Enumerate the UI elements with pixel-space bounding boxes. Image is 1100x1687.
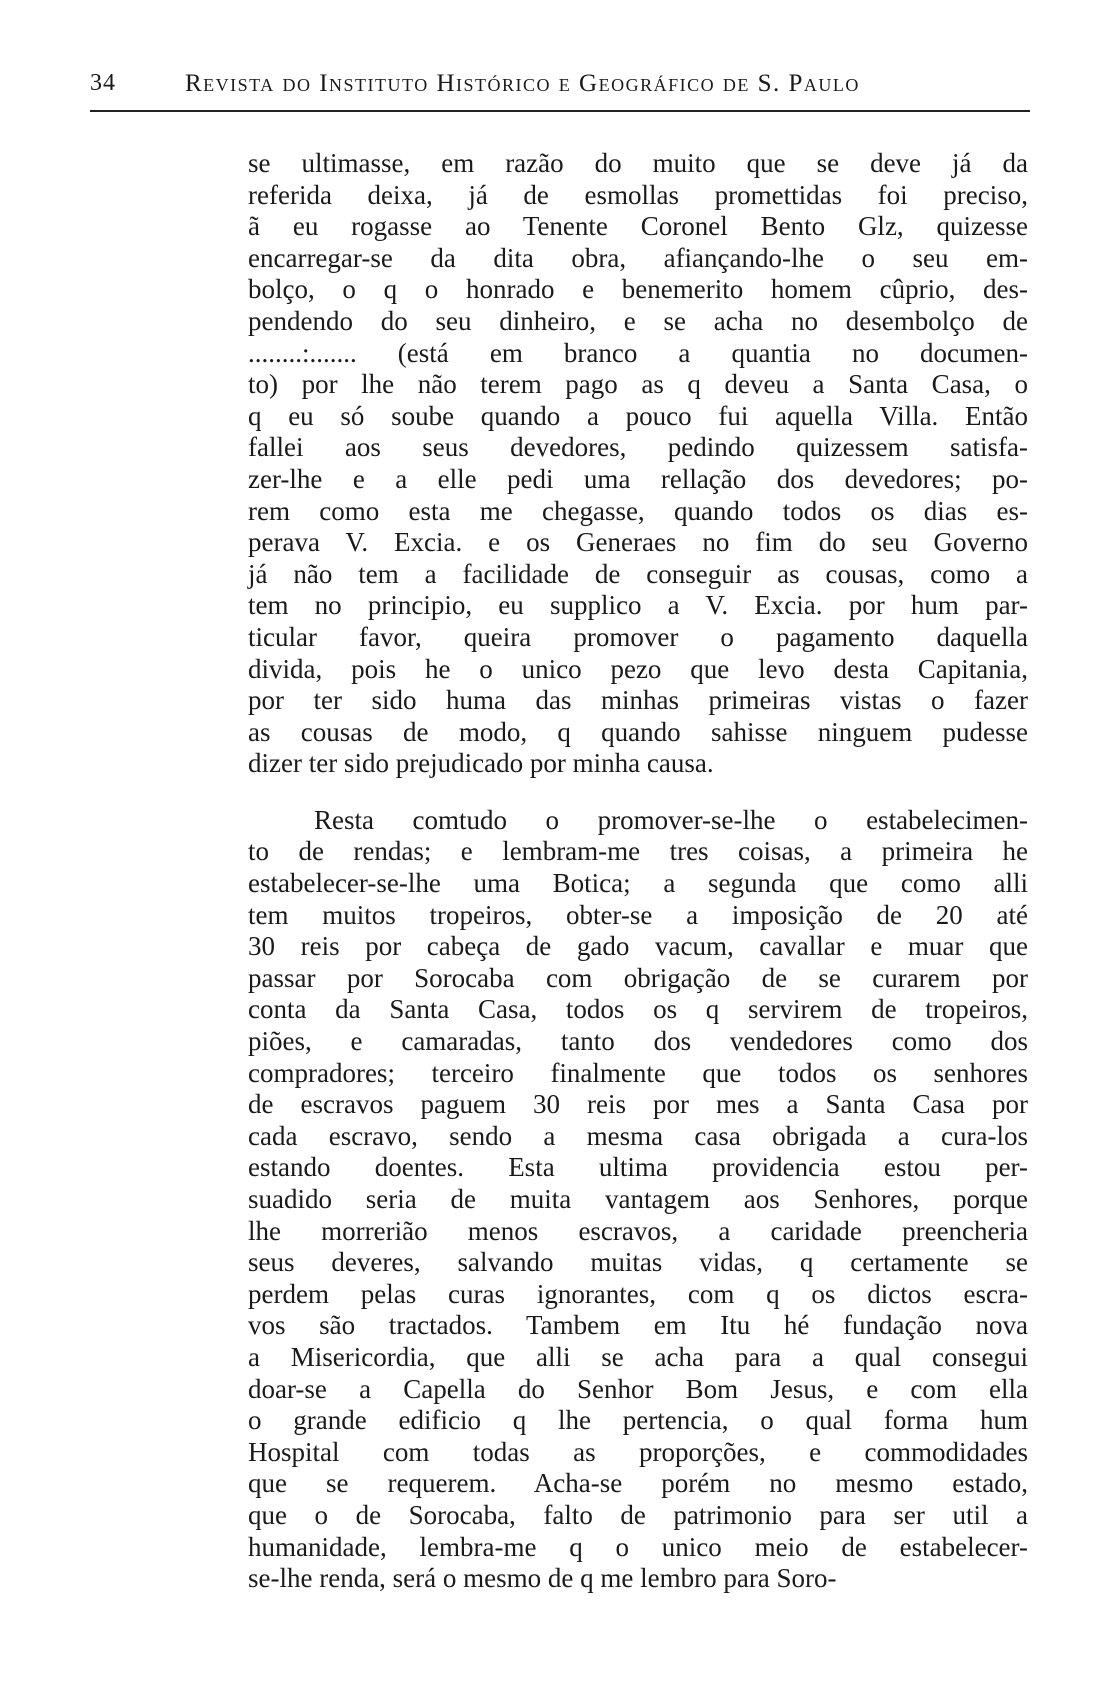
text-line: cada escravo, sendo a mesma casa obrigada a cura-los xyxy=(248,1120,1028,1151)
text-line: pendendo do seu dinheiro, e se acha no desembolço de xyxy=(248,305,1028,336)
text-line: perava V. Excia. e os Generaes no fim do seu Governo xyxy=(248,527,1028,558)
text-line: vos são tractados. Tambem em Itu hé fundação nova xyxy=(248,1310,1028,1341)
text-line: ........:....... (está em branco a quantia no documen- xyxy=(248,337,1028,368)
text-line: compradores; terceiro finalmente que todos os senhores xyxy=(248,1057,1028,1088)
page-number: 34 xyxy=(90,70,116,96)
text-line: Hospital com todas as proporções, e commodidades xyxy=(248,1436,1028,1467)
text-line: doar-se a Capella do Senhor Bom Jesus, e com ella xyxy=(248,1373,1028,1404)
text-line: dizer ter sido prejudicado por minha causa. xyxy=(248,748,714,779)
text-line: tem muitos tropeiros, obter-se a imposição de 20 até xyxy=(248,899,1028,930)
text-line: lhe morrerião menos escravos, a caridade preencheria xyxy=(248,1215,1028,1246)
body-text xyxy=(248,148,1028,1595)
paragraph-resta-comtudo xyxy=(248,805,1028,1595)
running-header xyxy=(90,68,1030,112)
text-line: zer-lhe e a elle pedi uma rellação dos devedores; po- xyxy=(248,463,1028,494)
text-line: as cousas de modo, q quando sahisse ninguem pudesse xyxy=(248,716,1028,747)
text-line: rem como esta me chegasse, quando todos os dias es- xyxy=(248,495,1028,526)
text-line: por ter sido huma das minhas primeiras vistas o fazer xyxy=(248,685,1028,716)
text-line: ã eu rogasse ao Tenente Coronel Bento Glz, quizesse xyxy=(248,211,1028,242)
text-line: to) por lhe não terem pago as q deveu a Santa Casa, o xyxy=(248,369,1028,400)
text-line: seus deveres, salvando muitas vidas, q certamente se xyxy=(248,1247,1028,1278)
text-line: a Misericordia, que alli se acha para a qual consegui xyxy=(248,1341,1028,1372)
text-line: estando doentes. Esta ultima providencia estou per- xyxy=(248,1152,1028,1183)
text-line: que o de Sorocaba, falto de patrimonio para ser util a xyxy=(248,1499,1028,1530)
text-line: fallei aos seus devedores, pedindo quizessem satisfa- xyxy=(248,432,1028,463)
text-line: passar por Sorocaba com obrigação de se curarem por xyxy=(248,962,1028,993)
text-line: se-lhe renda, será o mesmo de q me lembro para Soro- xyxy=(248,1563,837,1594)
text-line: estabelecer-se-lhe uma Botica; a segunda que como alli xyxy=(248,868,1028,899)
text-line: suadido seria de muita vantagem aos Senhores, porque xyxy=(248,1184,1028,1214)
text-line: o grande edificio q lhe pertencia, o qual forma hum xyxy=(248,1405,1028,1436)
paragraph-continued xyxy=(248,148,1028,780)
text-line: Resta comtudo o promover-se-lhe o estabelecimen- xyxy=(314,804,1028,835)
journal-title: Revista do Instituto Histórico e Geográfico de S. Paulo xyxy=(185,70,860,97)
text-line: ticular favor, queira promover o pagamento daquella xyxy=(248,621,1028,652)
text-line: bolço, o q o honrado e benemerito homem cûprio, des- xyxy=(248,274,1028,305)
text-line: tem no principio, eu supplico a V. Excia. por hum par- xyxy=(248,590,1028,621)
text-line: já não tem a facilidade de conseguir as cousas, como a xyxy=(248,558,1028,589)
text-line: encarregar-se da dita obra, afiançando-lhe o seu em- xyxy=(248,242,1028,273)
text-line: to de rendas; e lembram-me tres coisas, a primeira he xyxy=(248,836,1028,867)
text-line: de escravos paguem 30 reis por mes a Santa Casa por xyxy=(248,1089,1028,1120)
text-line: que se requerem. Acha-se porém no mesmo estado, xyxy=(248,1468,1028,1499)
text-line: divida, pois he o unico pezo que levo desta Capitania, xyxy=(248,653,1028,684)
text-line: 30 reis por cabeça de gado vacum, cavallar e muar que xyxy=(248,931,1028,962)
text-line: piões, e camaradas, tanto dos vendedores como dos xyxy=(248,1026,1028,1057)
text-line: se ultimasse, em razão do muito que se deve já da xyxy=(248,148,1028,178)
text-line: perdem pelas curas ignorantes, com q os dictos escra- xyxy=(248,1278,1028,1309)
text-line: q eu só soube quando a pouco fui aquella Villa. Então xyxy=(248,400,1028,431)
text-line: referida deixa, já de esmollas promettidas foi preciso, xyxy=(248,179,1028,210)
text-line: conta da Santa Casa, todos os q servirem de tropeiros, xyxy=(248,994,1028,1025)
text-line: humanidade, lembra-me q o unico meio de estabelecer- xyxy=(248,1531,1028,1562)
